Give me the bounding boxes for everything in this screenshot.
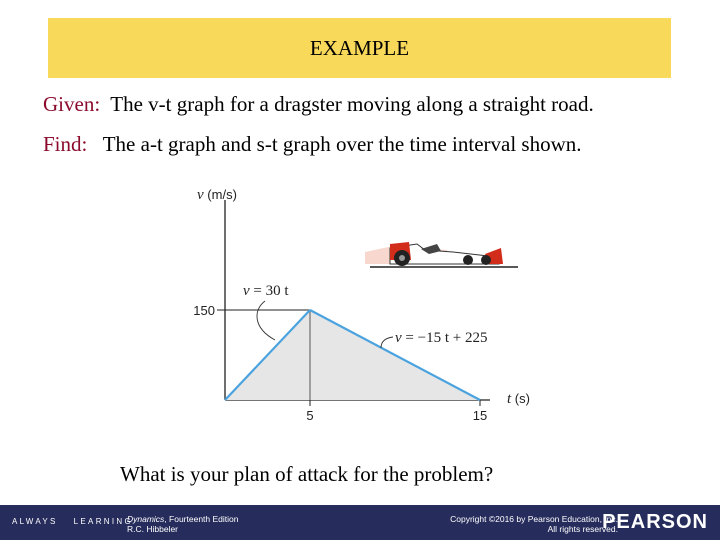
book-author: R.C. Hibbeler xyxy=(127,524,179,534)
find-line xyxy=(43,132,582,157)
area-under-curve xyxy=(225,310,480,400)
copyright-info xyxy=(450,514,618,534)
given-text: The v-t graph for a dragster moving along a straight road. xyxy=(110,92,594,116)
rights-text: All rights reserved. xyxy=(547,524,618,534)
annotation-fall: v = −15 t + 225 xyxy=(395,330,488,346)
annotation-rise: v = 30 t xyxy=(243,283,289,299)
copyright-text: Copyright ©2016 by Pearson Education, Inc. xyxy=(450,514,618,524)
y-axis-label: v (m/s) xyxy=(197,187,237,203)
slide-title: EXAMPLE xyxy=(309,35,410,60)
x-axis-label: t (s) xyxy=(507,391,530,407)
y-tick-label-150: 150 xyxy=(193,303,215,318)
pearson-logo: PEARSON xyxy=(602,511,708,533)
given-label: Given: xyxy=(43,92,101,116)
annotation-fall-leader xyxy=(381,337,393,348)
dragster-illustration xyxy=(365,242,518,267)
book-edition: , Fourteenth Edition xyxy=(164,514,239,524)
v-t-graph xyxy=(185,180,545,425)
x-tick-label-15: 15 xyxy=(472,408,488,423)
book-info xyxy=(127,514,239,534)
find-text: The a-t graph and s-t graph over the time interval shown. xyxy=(102,132,582,156)
question-text: What is your plan of attack for the problem? xyxy=(120,462,494,486)
given-line xyxy=(43,92,594,117)
always-learning-tagline: ALWAYS LEARNING xyxy=(12,517,133,526)
book-title: Dynamics xyxy=(127,514,165,524)
slide-title-bar xyxy=(48,18,671,78)
find-label: Find: xyxy=(43,132,88,156)
x-tick-label-5: 5 xyxy=(306,408,314,423)
annotation-rise-leader xyxy=(257,301,275,340)
footer-bar xyxy=(0,505,720,540)
